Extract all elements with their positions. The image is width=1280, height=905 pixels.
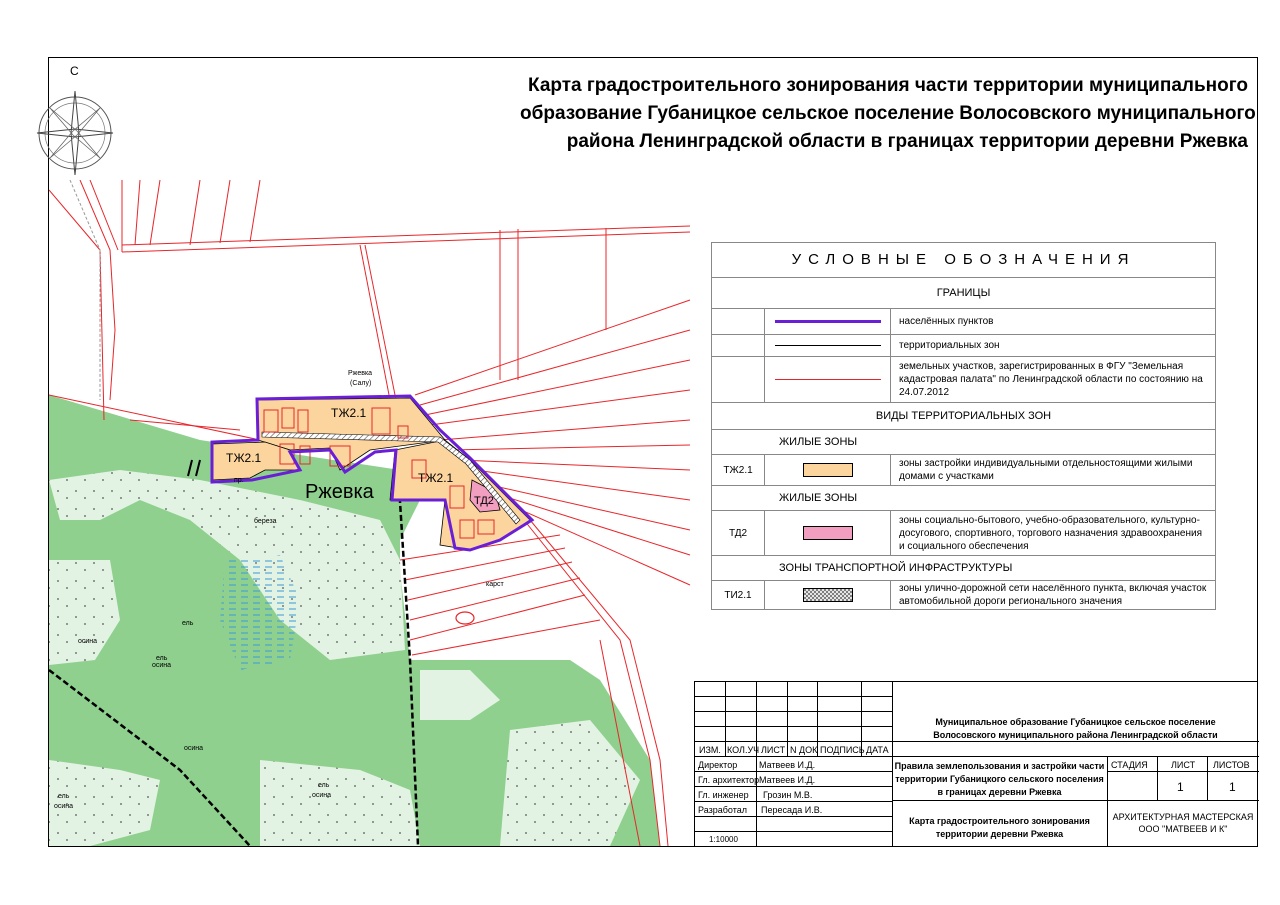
zoning-map (49, 180, 699, 846)
village-label: Ржевка (305, 481, 374, 503)
stamp-sheet-value: 1 (1177, 780, 1184, 794)
stamp-sheets-label: ЛИСТОВ (1213, 760, 1250, 770)
stamp-col-kol: КОЛ.УЧ (727, 745, 760, 755)
vegetation-label: осина (312, 792, 332, 799)
legend-code-empty (712, 309, 765, 334)
stamp-name: Пересада И.В. (761, 805, 823, 815)
map-title (520, 72, 1256, 156)
stamp-col-sign: ПОДПИСЬ (820, 745, 865, 755)
legend-row-ti21 (712, 581, 1215, 609)
title-block (694, 681, 1258, 847)
legend-code: ТИ2.1 (712, 581, 765, 609)
legend-row-tzh21 (712, 455, 1215, 486)
legend-heading: УСЛОВНЫЕ ОБОЗНАЧЕНИЯ (712, 243, 1215, 278)
stamp-stage-label: СТАДИЯ (1111, 760, 1148, 770)
legend-code-empty (712, 335, 765, 356)
legend-zone-types-title: ВИДЫ ТЕРРИТОРИАЛЬНЫХ ЗОН (712, 403, 1215, 430)
stamp-org-line-2: Волосовского муниципального района Ленинградской области (933, 730, 1218, 740)
compass-north-label: С (70, 64, 79, 78)
stamp-sheet-label: ЛИСТ (1171, 760, 1196, 770)
legend-text: земельных участков, зарегистрированных в ФГУ "Земельная кадастровая палата" по Ленинградской области по состоянию на 24.07.2012 (899, 361, 1203, 398)
legend-row-settlement (712, 309, 1215, 335)
stamp-col-date: ДАТА (866, 745, 889, 755)
zone-label-east: ТЖ2.1 (418, 471, 454, 485)
stamp-project-line-2: территории Губаницкого сельского поселения (895, 774, 1104, 784)
stamp-scale: 1:10000 (709, 835, 738, 844)
vegetation-label: ель (182, 620, 194, 627)
stamp-col-ndok: N ДОК (790, 745, 818, 755)
stamp-org-line-1: Муниципальное образование Губаницкое сельское поселение (935, 717, 1216, 727)
legend-text: зоны улично-дорожной сети населённого пункта, включая участок автомобильной дороги регионального значения (899, 583, 1207, 607)
legend-text: территориальных зон (899, 340, 1000, 351)
stamp-firm-line-2: ООО "МАТВЕЕВ И К" (1138, 824, 1228, 834)
legend-code-empty (712, 357, 765, 402)
legend-boundaries-title: ГРАНИЦЫ (712, 278, 1215, 309)
legend-row-td2 (712, 511, 1215, 556)
legend-symbol (765, 511, 891, 555)
zone-label-td2: ТД2 (474, 495, 494, 507)
transport-swatch (803, 588, 853, 602)
legend-code: ТЖ2.1 (712, 455, 765, 485)
title-line-1: Карта градостроительного зонирования части территории муниципального (527, 75, 1248, 96)
legend-text: зоны застройки индивидуальными отдельностоящими жилыми домами с участками (899, 458, 1193, 482)
title-line-3: района Ленинградской области в границах территории деревни Ржевка (566, 131, 1248, 152)
stamp-firm-line-1: АРХИТЕКТУРНАЯ МАСТЕРСКАЯ (1112, 812, 1254, 822)
stamp-name: Матвеев И.Д. (759, 775, 816, 785)
stamp-role: Разработал (698, 805, 747, 815)
stamp-col-list: ЛИСТ (761, 745, 786, 755)
vegetation-label: осина (184, 745, 204, 752)
open-field (400, 540, 610, 660)
legend-symbol (765, 335, 891, 356)
legend-group-title: ЖИЛЫЕ ЗОНЫ (712, 430, 1215, 455)
legend-symbol (765, 357, 891, 402)
map-legend (711, 242, 1216, 610)
legend-text: населённых пунктов (899, 316, 994, 327)
karst-label: карст (486, 581, 504, 588)
legend-text: зоны социально-бытового, учебно-образовательного, культурно-досугового, спортивного, торгового назначения здравоохранения и социального обеспечения (899, 514, 1202, 552)
stamp-project-line-3: в границах деревни Ржевка (937, 787, 1062, 797)
legend-group-title: ЖИЛЫЕ ЗОНЫ (712, 486, 1215, 511)
legend-row-cadastral (712, 357, 1215, 403)
vegetation-label: ель (156, 655, 168, 662)
legend-symbol (765, 581, 891, 609)
stamp-sheets-value: 1 (1229, 780, 1236, 794)
village-small-label-2: (Салу) (350, 380, 372, 387)
vegetation-label: осина (78, 638, 98, 645)
vegetation-label: ель (318, 782, 330, 789)
legend-symbol (765, 309, 891, 334)
title-line-2: образование Губаницкое сельское поселение Волосовского муниципального (520, 103, 1256, 124)
zone-label-west: ТЖ2.1 (226, 451, 262, 465)
legend-code: ТД2 (712, 511, 765, 555)
vegetation-label: береза (254, 518, 277, 525)
stamp-role: Гл. инженер (698, 790, 749, 800)
legend-symbol (765, 455, 891, 485)
residential-swatch (803, 463, 853, 477)
stamp-role: Директор (698, 760, 738, 770)
legend-row-zones (712, 335, 1215, 357)
stamp-col-izm: ИЗМ. (699, 745, 721, 755)
vegetation-label: осина (54, 803, 74, 810)
stamp-drawing-line-2: территории деревни Ржевка (935, 829, 1064, 839)
feature-label: пр. (234, 477, 244, 484)
stamp-name: Матвеев И.Д. (759, 760, 816, 770)
public-swatch (803, 526, 853, 540)
stamp-drawing-line-1: Карта градостроительного зонирования (909, 816, 1090, 826)
legend-group-title: ЗОНЫ ТРАНСПОРТНОЙ ИНФРАСТРУКТУРЫ (712, 556, 1215, 581)
compass-rose-icon (34, 84, 116, 178)
vegetation-label: ель (58, 793, 70, 800)
vegetation-label: осина (152, 662, 172, 669)
stamp-role: Гл. архитектор (698, 775, 760, 785)
stamp-name: Грозин М.В. (763, 790, 813, 800)
village-small-label: Ржевка (348, 370, 373, 377)
zone-label-north: ТЖ2.1 (331, 406, 367, 420)
stamp-project-line-1: Правила землепользования и застройки части (894, 761, 1105, 771)
